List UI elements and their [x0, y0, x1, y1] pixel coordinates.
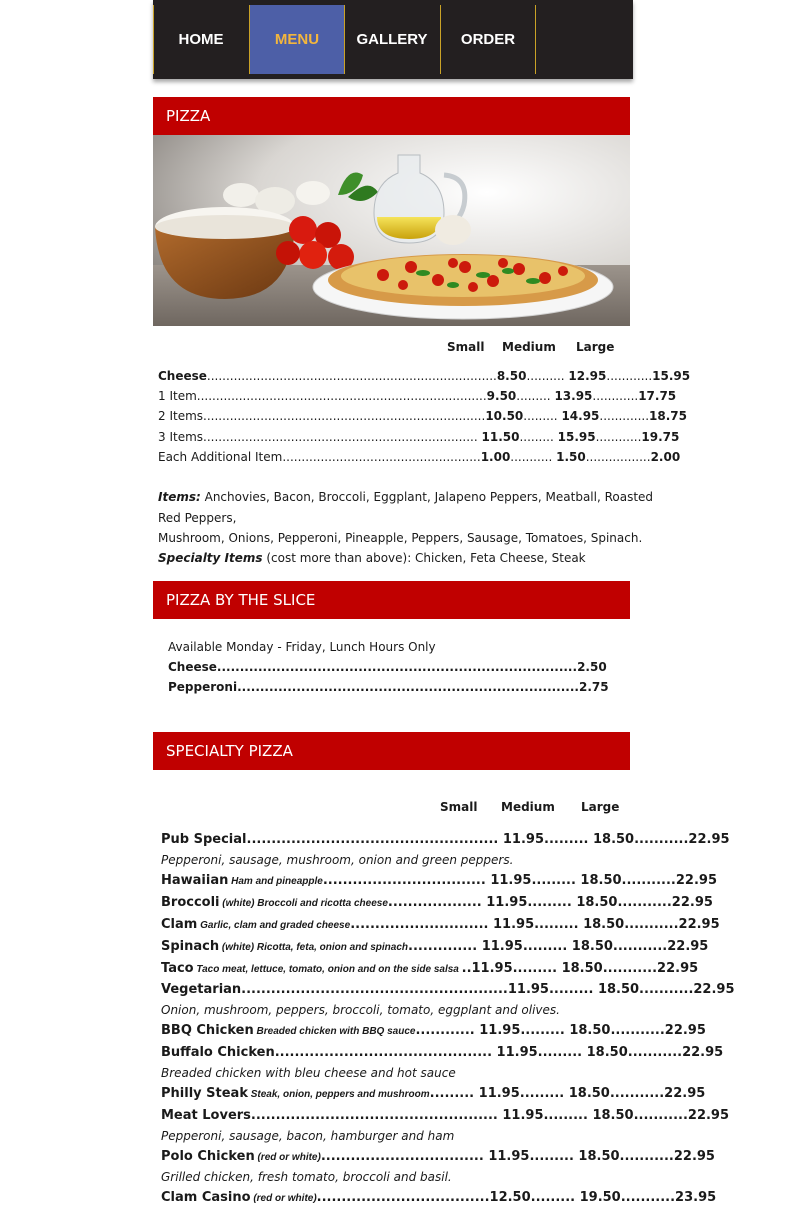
dot-leader: ............................................................................ [196, 389, 487, 403]
section-pizza-header: PIZZA [153, 97, 630, 135]
price-small: 11.50 [481, 430, 520, 444]
col-header-small: Small [447, 340, 485, 354]
slice-name: Pepperoni [168, 680, 238, 694]
specialty-items-line [158, 551, 586, 565]
price-large: 19.75 [641, 430, 680, 444]
price-medium: 13.95 [554, 389, 593, 403]
section-specialty-header: SPECIALTY PIZZA [153, 732, 630, 770]
specialty-name: Meat Lovers [161, 1108, 251, 1123]
price-small: 10.50 [485, 409, 524, 423]
specialty-prices: ..11.95......... 18.50...........22.95 [461, 961, 699, 976]
specialty-note: Pepperoni, sausage, mushroom, onion and green peppers. [161, 853, 514, 867]
dot-leader: ......... [519, 430, 554, 444]
pizza-row [158, 450, 680, 464]
specialty-prices: .................................................. 11.95......... 18.50...........22.95 [250, 1108, 730, 1123]
specialty-row [161, 961, 698, 976]
specialty-name: Pub Special [161, 832, 247, 847]
specialty-row [161, 873, 717, 888]
specialty-name: Broccoli [161, 895, 220, 910]
price-small: 9.50 [486, 389, 517, 403]
specialty-name: Clam Casino [161, 1190, 251, 1205]
specialty-row [161, 917, 720, 932]
pizza-illustration [153, 135, 630, 326]
nav-divider [535, 5, 536, 74]
price-small: 1.00 [480, 450, 511, 464]
price-large: 18.75 [649, 409, 687, 423]
pizza-name: 2 Items [158, 409, 204, 423]
specialty-row [161, 982, 735, 997]
toppings-line [158, 490, 653, 504]
specialty-desc: Garlic, clam and graded cheese [197, 920, 351, 931]
col-header-medium: Medium [501, 800, 555, 814]
specialty-items-label: Specialty Items [158, 551, 263, 565]
specialty-row [161, 1190, 716, 1205]
specialty-note: Grilled chicken, fresh tomato, broccoli and basil. [161, 1170, 452, 1184]
specialty-desc: Steak, onion, peppers and mushroom [247, 1089, 430, 1100]
specialty-row [161, 1108, 729, 1123]
dot-leader: ........... [510, 450, 553, 464]
specialty-prices: .............. 11.95......... 18.50...........22.95 [408, 939, 709, 954]
slice-row [168, 680, 609, 694]
specialty-name: Hawaiian [161, 873, 229, 888]
dot-leader: ............................................................................ [206, 369, 497, 383]
specialty-desc: (red or white) [254, 1152, 321, 1163]
dot-leader: .......................................................................... [203, 409, 486, 423]
specialty-row [161, 895, 713, 910]
dot-leader: ............ [592, 389, 639, 403]
toppings-text: Anchovies, Bacon, Broccoli, Eggplant, Jalapeno Peppers, Meatball, Roasted [200, 490, 654, 504]
pizza-row [158, 409, 687, 423]
dot-leader: .................................................... [282, 450, 481, 464]
specialty-prices: ......... 11.95......... 18.50...........22.95 [429, 1086, 706, 1101]
price-medium: 1.50 [556, 450, 586, 464]
specialty-name: BBQ Chicken [161, 1023, 254, 1038]
main-nav [153, 0, 633, 79]
dot-leader: ........................................................................ [203, 430, 478, 444]
specialty-note: Breaded chicken with bleu cheese and hot sauce [161, 1066, 456, 1080]
specialty-row [161, 939, 708, 954]
price-large: 2.00 [650, 450, 681, 464]
price-medium: 12.95 [568, 369, 607, 383]
slice-row [168, 660, 607, 674]
toppings-line: Mushroom, Onions, Pepperoni, Pineapple, Peppers, Sausage, Tomatoes, Spinach. [158, 531, 643, 545]
toppings-line: Red Peppers, [158, 511, 237, 525]
specialty-note: Onion, mushroom, peppers, broccoli, tomato, eggplant and olives. [161, 1003, 560, 1017]
col-header-small: Small [440, 800, 478, 814]
col-header-large: Large [581, 800, 620, 814]
pizza-row [158, 389, 676, 403]
specialty-prices: ................................. 11.95......... 18.50...........22.95 [322, 873, 717, 888]
specialty-prices: ................................................... 11.95......... 18.50...........22.95 [246, 832, 730, 847]
pizza-name: 3 Items [158, 430, 204, 444]
pizza-name: Each Additional Item [158, 450, 283, 464]
slice-price: 2.75 [578, 680, 609, 694]
slice-name: Cheese [168, 660, 217, 674]
specialty-name: Vegetarian [161, 982, 242, 997]
pizza-name: 1 Item [158, 389, 197, 403]
dot-leader: ............. [599, 409, 650, 423]
specialty-row [161, 1086, 705, 1101]
price-small: 8.50 [496, 369, 527, 383]
specialty-prices: ......................................................11.95......... 18.50...........22.95 [241, 982, 735, 997]
dot-leader: ................. [585, 450, 651, 464]
section-slice-header: PIZZA BY THE SLICE [153, 581, 630, 619]
specialty-desc: (red or white) [250, 1193, 317, 1204]
specialty-prices: ................................. 11.95......... 18.50...........22.95 [320, 1149, 715, 1164]
specialty-prices: ............................................ 11.95......... 18.50...........22.95 [274, 1045, 724, 1060]
pizza-photo [153, 135, 630, 326]
specialty-name: Polo Chicken [161, 1149, 255, 1164]
specialty-name: Buffalo Chicken [161, 1045, 275, 1060]
specialty-desc: (white) Ricotta, feta, onion and spinach [219, 942, 409, 953]
dot-leader: .......... [526, 369, 565, 383]
price-medium: 15.95 [557, 430, 596, 444]
specialty-name: Spinach [161, 939, 220, 954]
specialty-row [161, 1149, 715, 1164]
dot-leader: ............ [595, 430, 642, 444]
slice-price: 2.50 [577, 660, 607, 674]
specialty-row [161, 1023, 706, 1038]
specialty-name: Philly Steak [161, 1086, 248, 1101]
nav-gallery[interactable]: GALLERY [344, 5, 439, 74]
specialty-name: Taco [161, 961, 194, 976]
specialty-row [161, 1045, 723, 1060]
specialty-desc: Taco meat, lettuce, tomato, onion and on the side salsa [193, 964, 462, 975]
specialty-prices: ...................................12.50......... 19.50...........23.95 [316, 1190, 717, 1205]
price-medium: 14.95 [561, 409, 600, 423]
dot-leader: ........................................................................... [237, 680, 579, 694]
price-large: 15.95 [652, 369, 691, 383]
dot-leader: ............ [606, 369, 653, 383]
dot-leader: ......... [523, 409, 558, 423]
specialty-prices: ............ 11.95......... 18.50...........22.95 [415, 1023, 706, 1038]
nav-menu[interactable]: MENU [249, 5, 345, 74]
specialty-note: Pepperoni, sausage, bacon, hamburger and ham [161, 1129, 455, 1143]
nav-home[interactable]: HOME [153, 5, 248, 74]
col-header-large: Large [576, 340, 615, 354]
price-large: 17.75 [638, 389, 677, 403]
dot-leader: ......... [516, 389, 551, 403]
pizza-row [158, 430, 679, 444]
specialty-desc: Breaded chicken with BBQ sauce [253, 1026, 416, 1037]
specialty-desc: (white) Broccoli and ricotta cheese [219, 898, 388, 909]
pizza-name: Cheese [158, 369, 207, 383]
specialty-row [161, 832, 730, 847]
nav-order[interactable]: ORDER [440, 5, 535, 74]
pizza-row [158, 369, 690, 383]
dot-leader: ............................................................................... [216, 660, 578, 674]
toppings-label: Items: [158, 490, 201, 504]
specialty-items-text: (cost more than above): Chicken, Feta Cheese, Steak [262, 551, 586, 565]
specialty-prices: ................... 11.95......... 18.50...........22.95 [387, 895, 713, 910]
specialty-desc: Ham and pineapple [228, 876, 323, 887]
slice-note: Available Monday - Friday, Lunch Hours Only [168, 640, 436, 654]
col-header-medium: Medium [502, 340, 556, 354]
specialty-prices: ............................ 11.95......... 18.50...........22.95 [350, 917, 720, 932]
specialty-name: Clam [161, 917, 198, 932]
